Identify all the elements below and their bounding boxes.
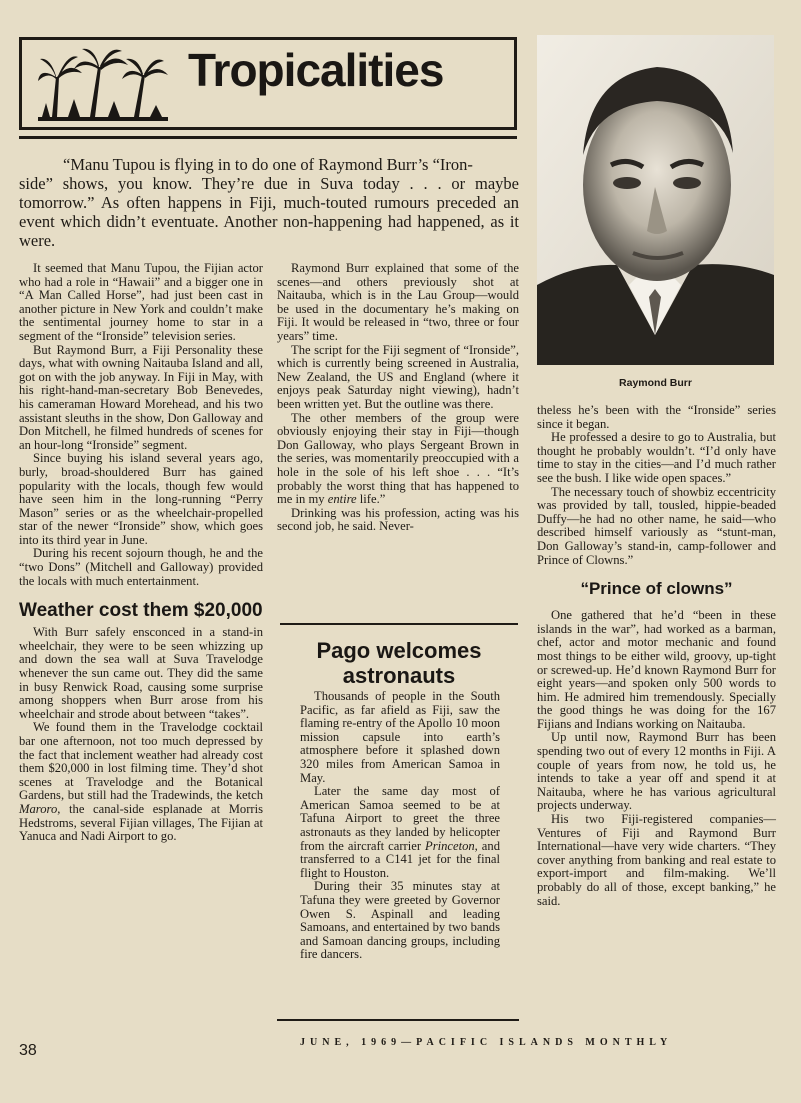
pago-heading: Pago welcomes astronauts: [316, 638, 482, 688]
italic-run: Princeton: [425, 838, 475, 853]
footer-line: JUNE, 1969—PACIFIC ISLANDS MONTHLY: [300, 1037, 673, 1048]
paragraph: The necessary touch of showbiz eccentricity was provided by tall, tousled, hippie-beaded Duffy—he had no other name, he said—who described himself variously as “stunt-man, Don Galloway’s stand-in, camp-follower and Prince of Clowns.”: [537, 484, 776, 567]
paragraph: [300, 785, 500, 880]
italic-run: Maroro: [19, 801, 58, 816]
paragraph: With Burr safely ensconced in a stand-in wheelchair, they were to be seen whizzing up and down the sea wall at Suva Travelodge whenever the sun came out. They did the same in busy Renwick Road, causing some surprise among shoppers when Burr arose from his wheelchair and strode about between “takes”.: [19, 625, 263, 721]
paragraph: He professed a desire to go to Australia, but thought he probably wouldn’t. “I’d only have time to stay in the cities—and I’d much rather see the bush. I like wide open spaces.”: [537, 430, 776, 485]
paragraph: The script for the Fiji segment of “Ironside”, which is currently being screened in Australia, New Zealand, the US and England (where it enjoys peak Saturday night viewing), hadn’t been written yet. But the outline was there.: [277, 342, 519, 411]
paragraph: One gathered that he’d “been in these islands in the war”, had worked as a barman, chef, actor and motor mechanic and found most things to be either wild, groovy, up-tight or screwed-up. He’d known Raymond Burr for eight years—and spoken only 500 words to him. He admired him tremendously. Specially the good things he was doing for the 167 Fijians and Indians working on Naitauba.: [537, 608, 776, 731]
paragraph: [19, 721, 263, 843]
paragraph: Drinking was his profession, acting was his second job, he said. Never-: [277, 505, 519, 534]
paragraph: [277, 412, 519, 507]
paragraph: Raymond Burr explained that some of the scenes—and others previously shot at Naitauba, which is in the Lau Group—would be used in the documentary he’s making on Fiji. It would be released in “two, three or four years” time.: [277, 261, 519, 343]
section-title: Tropicalities: [188, 44, 444, 96]
text-run: We found them in the Travelodge cocktail bar one afternoon, not too much depressed by the fact that inclement weather had already cost them $20,000 in lost filming time. They’d shot scenes at Travelodge and the Botanical Gardens, but still had the Tradewinds, the ketch: [19, 720, 263, 803]
text-run: life.”: [356, 492, 386, 507]
paragraph: Up until now, Raymond Burr has been spending two out of every 12 months in Fiji. A couple of years from now, he told us, he intends to take a year off and spend it at Naitauba, where he has various agricultural projects underway.: [537, 730, 776, 813]
subhead-weather: Weather cost them $20,000: [19, 600, 263, 622]
page-number: 38: [19, 1042, 37, 1059]
italic-run: entire: [327, 492, 357, 507]
palm-trees-icon: [38, 47, 168, 125]
column-1: [19, 262, 263, 844]
banner-divider: [19, 136, 517, 139]
paragraph: During his recent sojourn though, he and the “two Dons” (Mitchell and Galloway) provided the locals with much entertainment.: [19, 546, 263, 588]
column-2: [277, 262, 519, 534]
pago-story: [300, 690, 500, 962]
text-run: , the canal-side esplanade at Morris Hedstroms, several Fijian villages, The Fijian at Yanuca and Nadi Airport to go.: [19, 801, 263, 844]
column-3: [537, 404, 776, 908]
intro-paragraph: [19, 155, 519, 250]
intro-line-1: “Manu Tupou is flying in to do one of Raymond Burr’s “Iron-: [63, 155, 473, 174]
text-run: Later the same day most of American Samoa seemed to be at Tafuna Airport to greet the three astronauts as they landed by helicopter from the aircraft carrier: [300, 784, 500, 853]
text-run: , and transferred to a C141 jet for the final flight to Houston.: [300, 838, 500, 880]
column-divider: [277, 1019, 519, 1021]
paragraph: It seemed that Manu Tupou, the Fijian actor who had a role in “Hawaii” and a bigger one in “A Man Called Horse”, had just been cast in another picture in New York and couldn’t make the sentimental journey home to star in a segment of the “Ironside” television series.: [19, 261, 263, 343]
paragraph: Thousands of people in the South Pacific, as far afield as Fiji, saw the flaming re-entry of the Apollo 10 moon mission capsule into earth’s atmosphere before it splashed down 320 miles from American Samoa in May.: [300, 689, 500, 785]
paragraph: His two Fiji-registered companies—Ventures of Fiji and Raymond Burr International—have very wide charters. “They cover anything from banking and real estate to export-import and film-making. We’ll probably do all of those, except banking,” he said.: [537, 812, 776, 908]
intro-rest: side” shows, you know. They’re due in Suva today . . . or maybe tomorrow.” As often happens in Fiji, much-touted rumours preceded an event which didn’t eventuate. Another non-happening had happened, as it were.: [19, 174, 519, 250]
paragraph: During their 35 minutes stay at Tafuna they were greeted by Governor Owen S. Aspinall and leading Samoans, and entertained by two bands and Samoan dancing groups, including fire dancers.: [300, 879, 500, 962]
raymond-burr-photo: [537, 35, 774, 365]
photo-caption: Raymond Burr: [619, 377, 692, 389]
subhead-prince: “Prince of clowns”: [580, 579, 733, 599]
paragraph: But Raymond Burr, a Fiji Personality these days, what with owning Naitauba Island and all, got on with the job anyway. In Fiji in May, with his right-hand-man-secretary Bob Benevedes, his cameraman Howard Morehead, and his two assistant sleuths in the show, Don Galloway and Don Mitchell, he filmed hundreds of scenes for an hour-long “Ironside” segment.: [19, 342, 263, 452]
column-divider: [280, 623, 518, 625]
paragraph: theless he’s been with the “Ironside” series since it began.: [537, 403, 776, 431]
paragraph: Since buying his island several years ago, burly, broad-shouldered Burr has gained popularity with the locals, though few would have seen him in the long-running “Perry Mason” series or as the wheelchair-propelled star of the newer “Ironside” show, which goes into its third year in June.: [19, 451, 263, 547]
portrait-image: [537, 35, 774, 365]
text-run: The other members of the group were obviously enjoying their stay in Fiji—though Don Galloway, who plays Sergeant Brown in the series, was momentarily preoccupied with a hole in the sole of his left shoe . . . “It’s probably the worst thing that has happened to me in my: [277, 410, 519, 507]
